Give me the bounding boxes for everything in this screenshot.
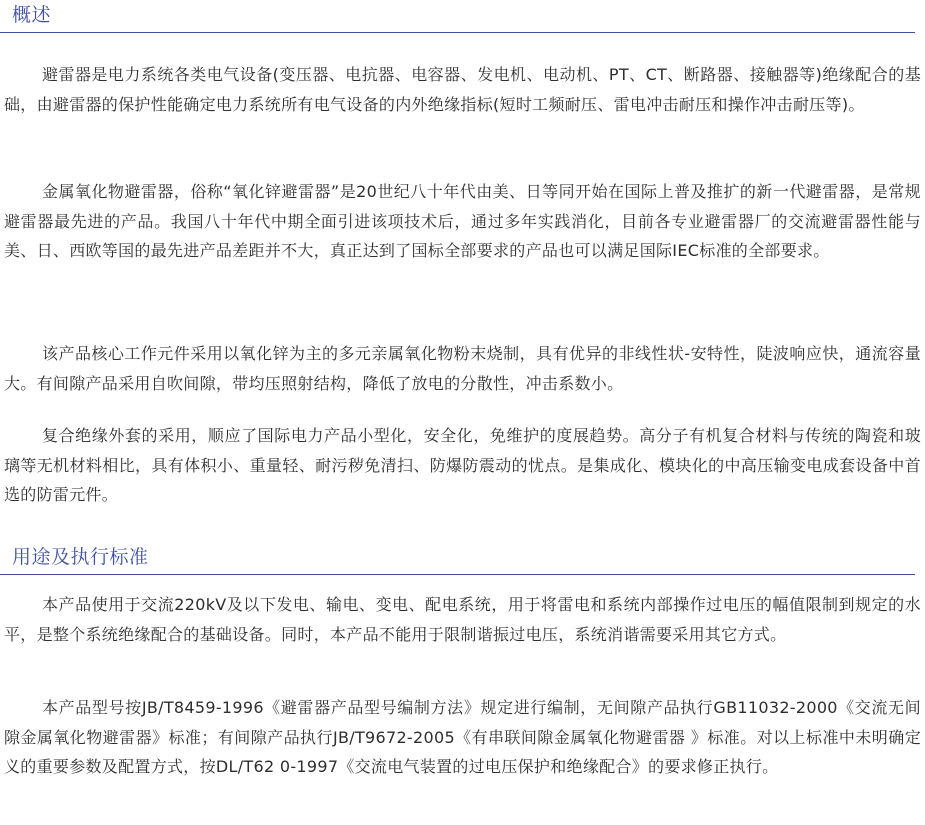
section-divider [0,574,915,575]
section-title: 用途及执行标准 [12,546,149,568]
paragraph: 该产品核心工作元件采用以氧化锌为主的多元亲属氧化物粉末烧制，具有优异的非线性状-安特性，陡波响应快，通流容量大。有间隙产品采用自吹间隙，带均压照射结构，降低了放电的分散性，冲击系数小。 [4,344,921,393]
paragraph: 金属氧化物避雷器，俗称“氧化锌避雷器”是20世纪八十年代由美、日等同开始在国际上普及推扩的新一代避雷器，是常规避雷器最先进的产品。我国八十年代中期全面引进该项技术后，通过多年实践消化，目前各专业避雷器厂的交流避雷器性能与美、日、西欧等国的最先进产品差距并不大，真正达到了国标全部要求的产品也可以满足国际IEC标准的全部要求。 [4,182,921,260]
paragraph: 复合绝缘外套的采用，顺应了国际电力产品小型化，安全化，免维护的度展趋势。高分子有机复合材料与传统的陶瓷和玻璃等无机材料相比，具有体积小、重量轻、耐污秽免清扫、防爆防震动的忧点。是集成化、模块化的中高压输变电成套设备中首选的防雷元件。 [4,426,921,504]
paragraph: 本产品型号按JB/T8459-1996《避雷器产品型号编制方法》规定进行编制，无间隙产品执行GB11032-2000《交流无间隙金属氧化物避雷器》标准；有间隙产品执行JB/T9672-2005《有串联间隙金属氧化物避雷器 》标准。对以上标准中未明确定义的重要参数及配置方式，按DL/T62 0-1997《交流电气装置的过电压保护和绝缘配合》的要求修正执行。 [4,698,921,776]
paragraph: 避雷器是电力系统各类电气设备(变压器、电抗器、电容器、发电机、电动机、PT、CT、断路器、接触器等)绝缘配合的基础，由避雷器的保护性能确定电力系统所有电气设备的内外绝缘指标(短时工频耐压、雷电冲击耐压和操作冲击耐压等)。 [4,65,921,114]
paragraph: 本产品使用于交流220kV及以下发电、输电、变电、配电系统，用于将雷电和系统内部操作过电压的幅值限制到规定的水平，是整个系统绝缘配合的基础设备。同时，本产品不能用于限制谐振过电压，系统消谐需要采用其它方式。 [4,595,921,644]
section-divider [0,32,915,33]
section-title: 概述 [12,4,52,26]
